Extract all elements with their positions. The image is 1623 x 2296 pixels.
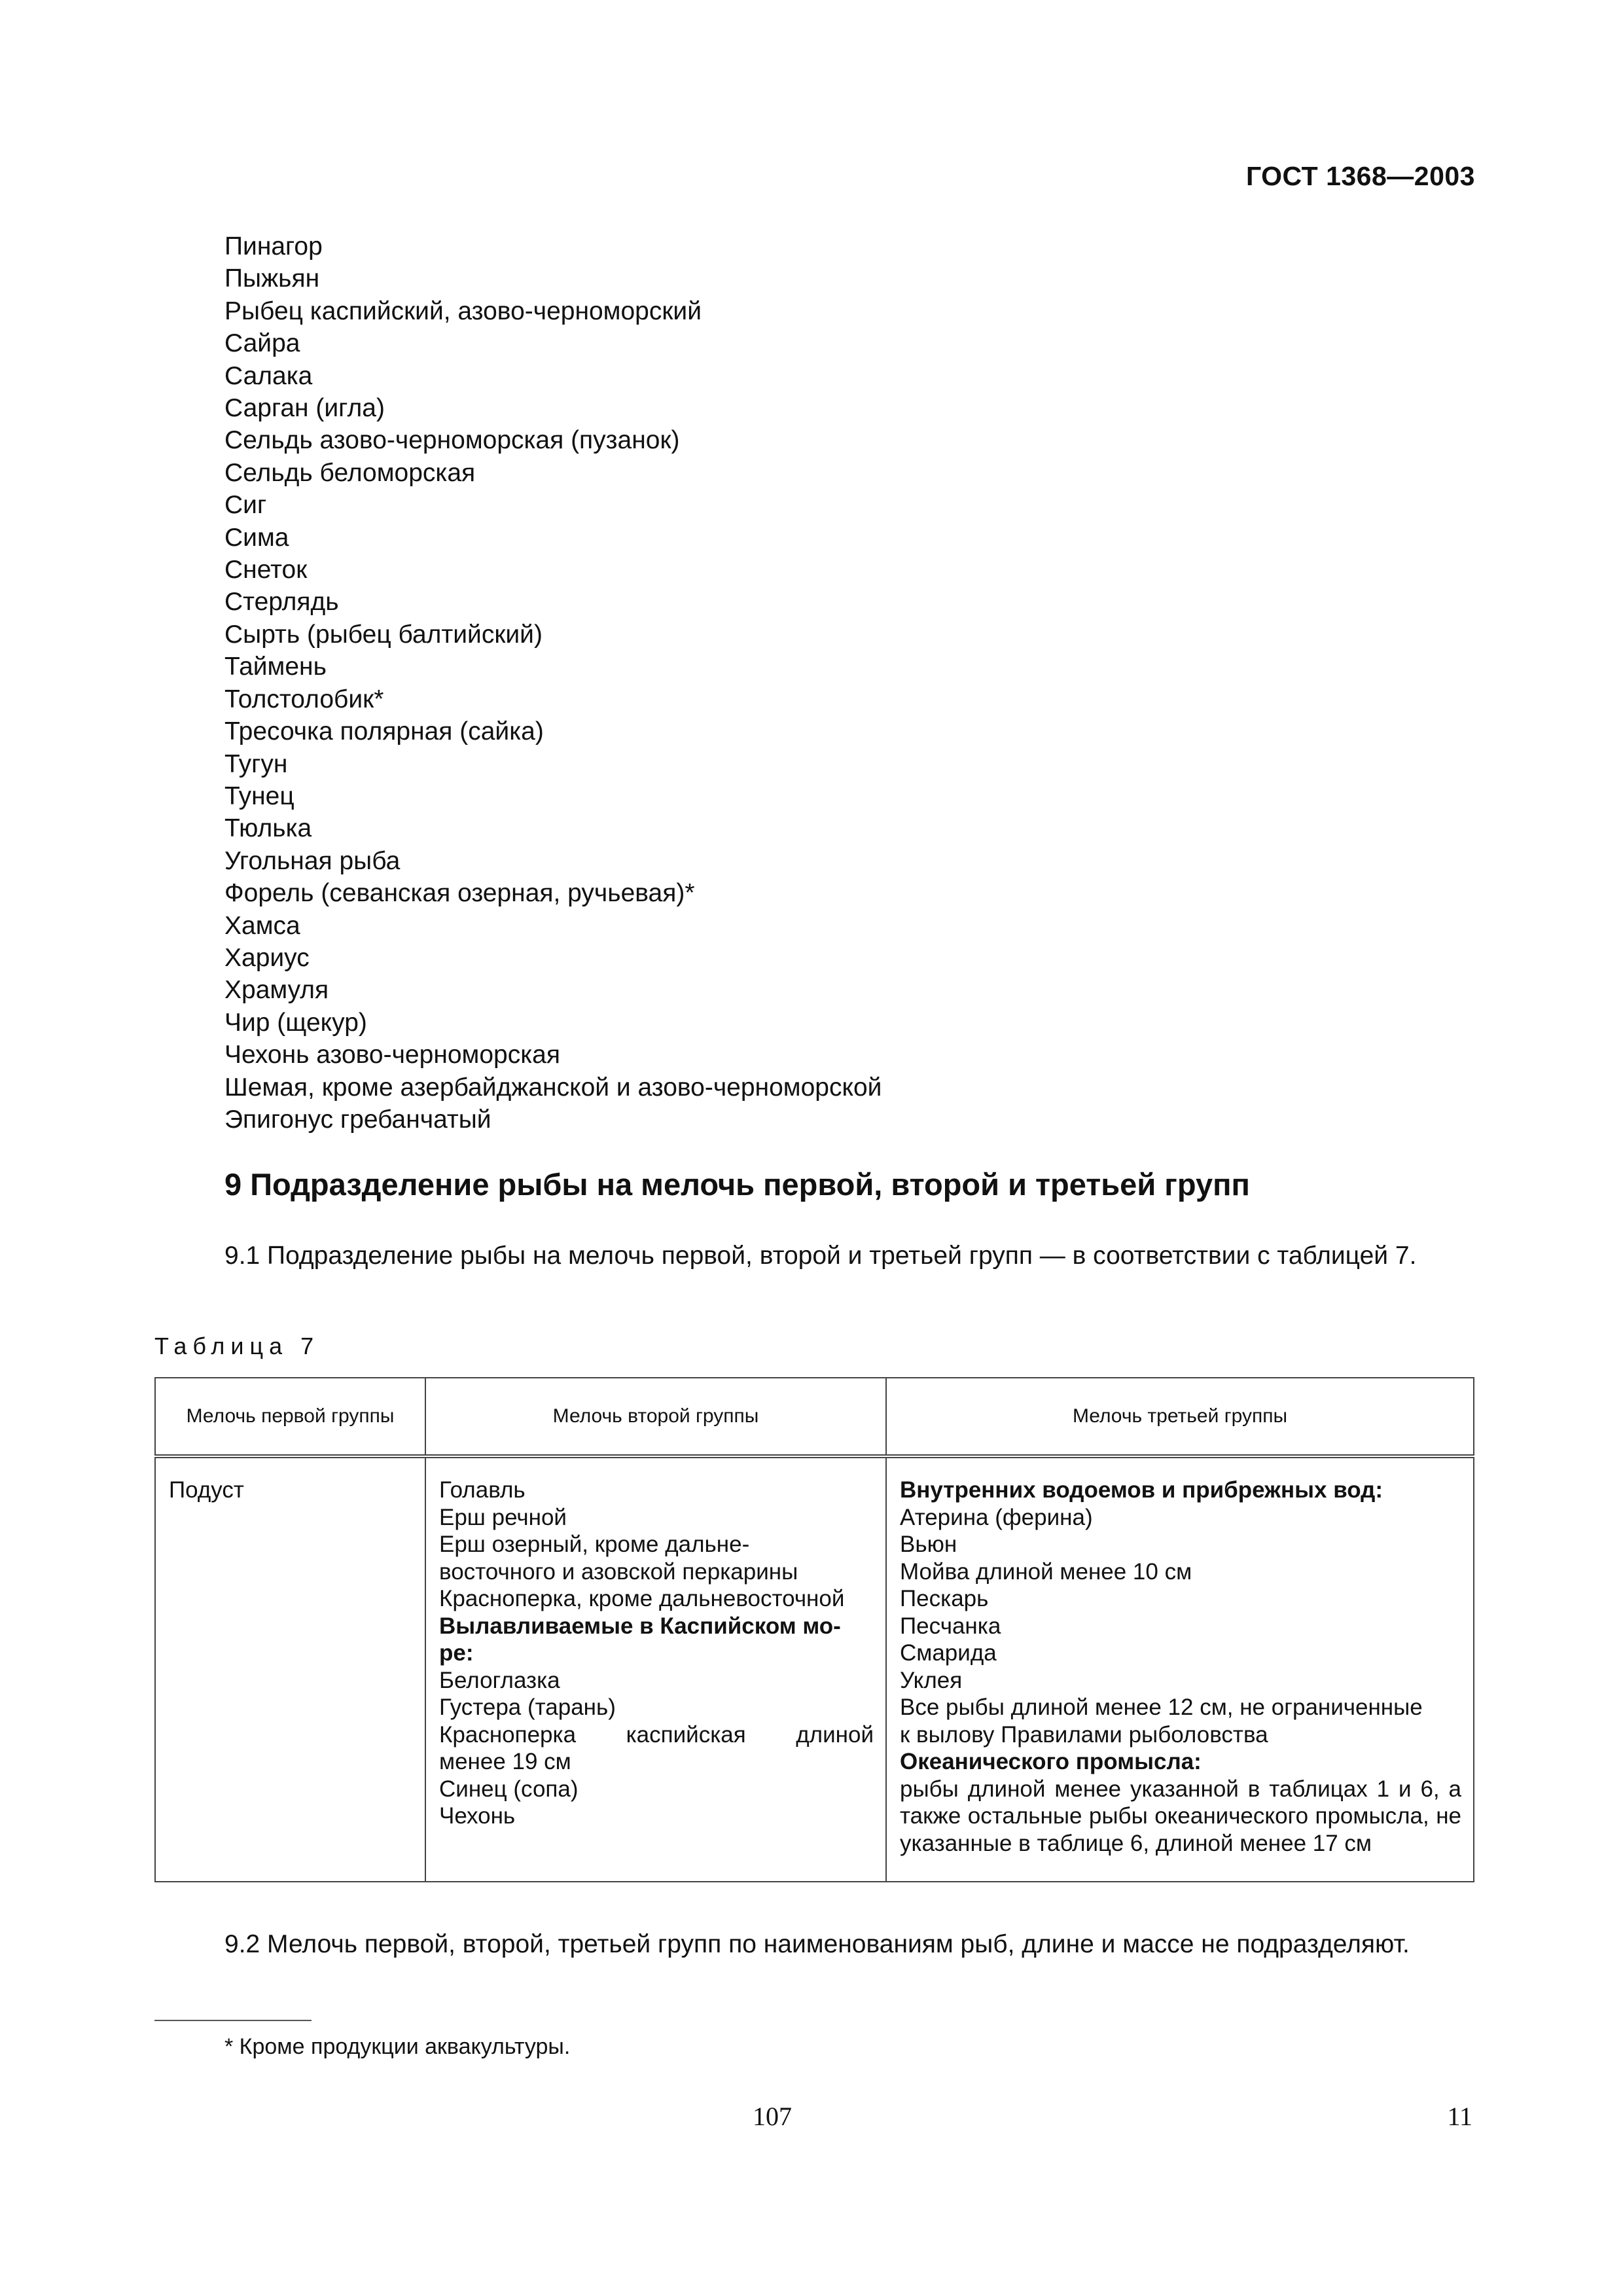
- list-item: Хамса: [224, 911, 300, 940]
- column-header-first-group: Мелочь первой группы: [155, 1378, 425, 1456]
- table-caption-word: Таблица: [154, 1333, 289, 1359]
- cell-subheading: ре:: [439, 1640, 474, 1666]
- fish-list: [224, 230, 882, 1136]
- list-item: Чир (щекур): [224, 1008, 367, 1037]
- list-item: Сайра: [224, 329, 300, 358]
- list-item: Храмуля: [224, 976, 329, 1005]
- cell-subheading: Внутренних водоемов и прибрежных вод:: [900, 1477, 1383, 1503]
- table-caption-number: 7: [300, 1333, 314, 1359]
- cell-line: Уклея: [900, 1667, 963, 1693]
- cell-word: каспийская: [626, 1721, 746, 1748]
- cell-line: к вылову Правилами рыболовства: [900, 1721, 1268, 1748]
- cell-line: Белоглазка: [439, 1667, 560, 1693]
- cell-line: Красноперка, кроме дальневосточной: [439, 1586, 845, 1611]
- cell-subheading: Океанического промысла:: [900, 1749, 1202, 1774]
- first-group-cell: [155, 1456, 425, 1882]
- cell-line: восточного и азовской перкарины: [439, 1558, 798, 1585]
- cell-line: Густера (тарань): [439, 1695, 616, 1720]
- cell-line: Атерина (ферина): [900, 1504, 1093, 1530]
- cell-line: Подуст: [169, 1477, 244, 1503]
- cell-line: Ерш речной: [439, 1504, 567, 1530]
- list-item: Таймень: [224, 653, 327, 681]
- table-header-row: [155, 1378, 1474, 1456]
- cell-line: Голавль: [439, 1477, 526, 1503]
- third-group-cell: [886, 1456, 1474, 1882]
- cell-line: Чехонь: [439, 1803, 516, 1829]
- list-item: Сарган (игла): [224, 394, 385, 423]
- list-item: Хариус: [224, 943, 310, 972]
- cell-line: Песчанка: [900, 1613, 1001, 1639]
- list-item: Форель (севанская озерная, ручьевая)*: [224, 879, 695, 908]
- list-item: Пинагор: [224, 232, 323, 260]
- column-header-third-group: Мелочь третьей группы: [886, 1378, 1474, 1456]
- list-item: Сиг: [224, 491, 267, 520]
- cell-line: рыбы длиной менее указанной в таблицах 1 и 6, а также остальные рыбы океанического промысла, не указанные в таблице 6, длиной менее 17 см: [900, 1776, 1461, 1856]
- list-item: Толстолобик*: [224, 685, 384, 713]
- cell-line: Пескарь: [900, 1586, 989, 1611]
- cell-line: Синец (сопа): [439, 1776, 579, 1802]
- footnote-divider: [154, 2020, 312, 2021]
- section-heading: 9 Подразделение рыбы на мелочь первой, второй и третьей групп: [224, 1167, 1250, 1202]
- cell-word: длиной: [796, 1721, 874, 1748]
- cell-line: Ерш озерный, кроме дальне-: [439, 1532, 750, 1557]
- list-item: Угольная рыба: [224, 846, 401, 875]
- list-item: Рыбец каспийский, азово-черноморский: [224, 296, 702, 325]
- document-code: ГОСТ 1368—2003: [1245, 161, 1475, 191]
- list-item: Пыжьян: [224, 264, 320, 293]
- column-header-second-group: Мелочь второй группы: [425, 1378, 886, 1456]
- paragraph-9-1: 9.1 Подразделение рыбы на мелочь первой, второй и третьей групп — в соответствии с таблицей 7.: [224, 1242, 1417, 1270]
- list-item: Тугун: [224, 749, 288, 778]
- list-item: Тюлька: [224, 814, 312, 843]
- paragraph-9-2: 9.2 Мелочь первой, второй, третьей групп по наименованиям рыб, длине и массе не подразделяют.: [224, 1930, 1410, 1958]
- list-item: Тунец: [224, 781, 294, 810]
- cell-line: Вьюн: [900, 1532, 957, 1557]
- cell-line: [439, 1721, 874, 1749]
- list-item: Снеток: [224, 556, 308, 584]
- cell-line: менее 19 см: [439, 1749, 571, 1774]
- page-number-right: 11: [1447, 2102, 1472, 2131]
- cell-subheading: Вылавливаемые в Каспийском мо-: [439, 1613, 841, 1639]
- cell-line: Мойва длиной менее 10 см: [900, 1558, 1192, 1585]
- page-number-left: 107: [753, 2102, 792, 2131]
- cell-line: Смарида: [900, 1640, 997, 1666]
- list-item: Стерлядь: [224, 588, 339, 617]
- cell-line: Все рыбы длиной менее 12 см, не ограниченные: [900, 1695, 1423, 1720]
- cell-word: Красноперка: [439, 1721, 577, 1748]
- list-item: Чехонь азово-черноморская: [224, 1041, 560, 1069]
- list-item: Тресочка полярная (сайка): [224, 717, 544, 746]
- table-row: [155, 1456, 1474, 1882]
- list-item: Сельдь беломорская: [224, 458, 476, 487]
- list-item: Эпигонус гребанчатый: [224, 1105, 491, 1134]
- list-item: Сельдь азово-черноморская (пузанок): [224, 426, 680, 455]
- second-group-cell: [425, 1456, 886, 1882]
- fish-groups-table: [154, 1377, 1474, 1882]
- list-item: Салака: [224, 361, 313, 390]
- table-caption: [154, 1333, 313, 1360]
- list-item: Сима: [224, 523, 289, 552]
- list-item: Сырть (рыбец балтийский): [224, 620, 543, 649]
- list-item: Шемая, кроме азербайджанской и азово-черноморской: [224, 1073, 882, 1102]
- footnote: * Кроме продукции аквакультуры.: [224, 2034, 571, 2059]
